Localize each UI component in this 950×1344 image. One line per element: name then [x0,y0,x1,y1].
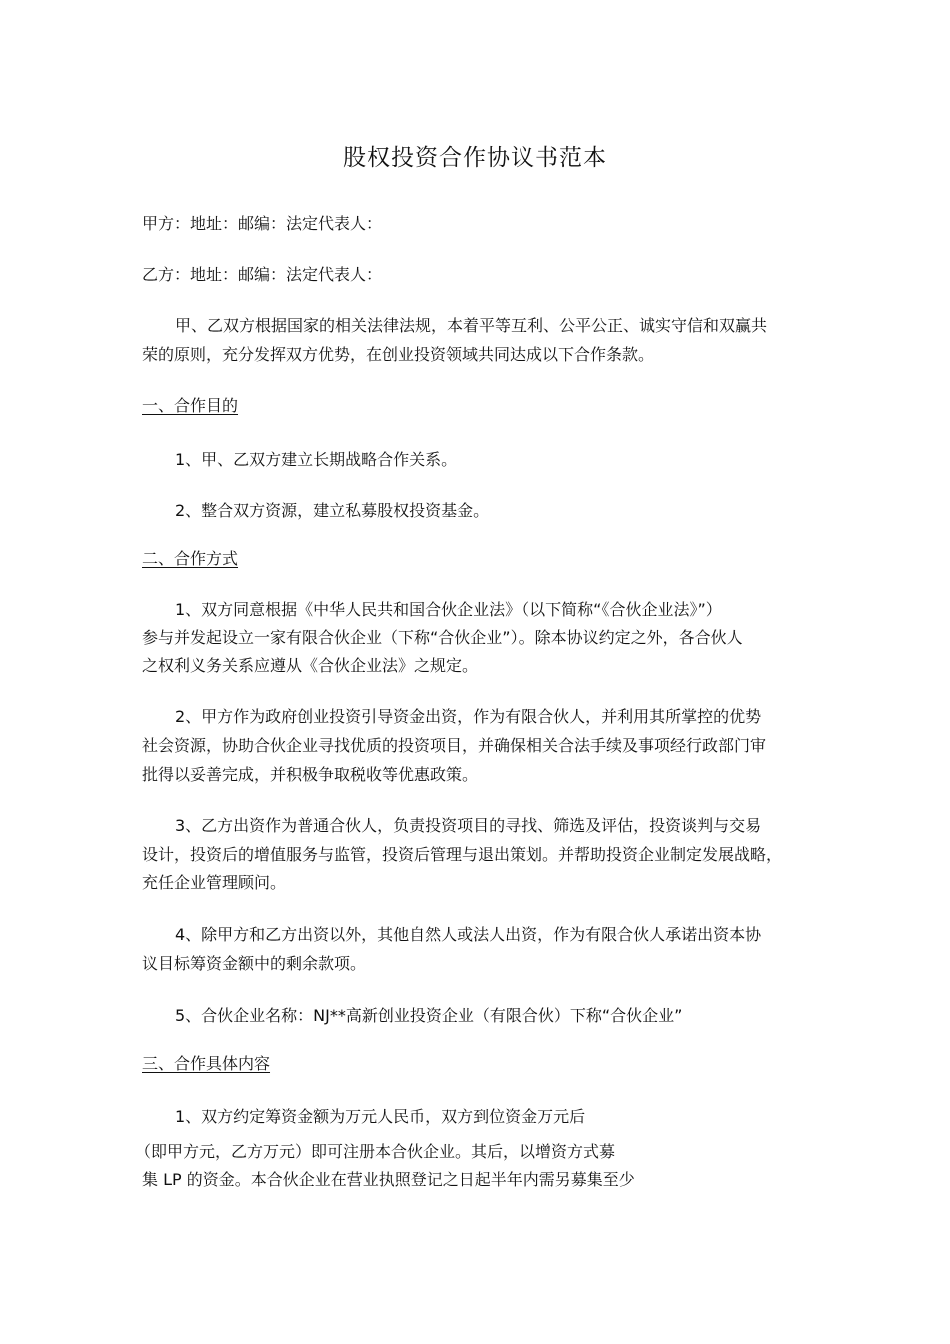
method-item-3-line-2: 设计，投资后的增值服务与监管，投资后管理与退出策划。并帮助投资企业制定发展战略， [142,845,783,864]
section-heading-method: 二、合作方式 [142,549,239,568]
purpose-item-1: 1、甲、乙双方建立长期战略合作关系。 [175,450,458,469]
method-item-1-line-3: 之权利义务关系应遵从《合伙企业法》之规定。 [142,656,479,675]
method-item-1-line-1: 1、双方同意根据《中华人民共和国合伙企业法》（以下简称“《合伙企业法》”） [175,600,722,619]
content-item-1-line-3: 集 LP 的资金。本合伙企业在营业执照登记之日起半年内需另募集至少 [142,1170,635,1189]
document-title: 股权投资合作协议书范本 [343,145,607,171]
method-item-4-line-1: 4、除甲方和乙方出资以外，其他自然人或法人出资，作为有限合伙人承诺出资本协 [175,925,762,944]
method-item-4-line-2: 议目标筹资金额中的剩余款项。 [142,954,367,973]
purpose-item-2: 2、整合双方资源，建立私募股权投资基金。 [175,501,490,520]
method-item-2-line-1: 2、甲方作为政府创业投资引导资金出资，作为有限合伙人，并利用其所掌控的优势 [175,707,762,726]
section-heading-content: 三、合作具体内容 [142,1054,271,1073]
intro-line-2: 荣的原则，充分发挥双方优势，在创业投资领域共同达成以下合作条款。 [142,345,655,364]
section-heading-purpose: 一、合作目的 [142,396,239,415]
content-item-1-line-1: 1、双方约定筹资金额为万元人民币，双方到位资金万元后 [175,1107,586,1126]
intro-line-1: 甲、乙双方根据国家的相关法律法规，本着平等互利、公平公正、诚实守信和双赢共 [175,316,768,335]
content-item-1-line-2: （即甲方元，乙方万元）即可注册本合伙企业。其后，以增资方式募 [135,1142,616,1161]
method-item-5: 5、合伙企业名称：NJ**高新创业投资企业（有限合伙）下称“合伙企业” [175,1006,683,1025]
party-b-line: 乙方：地址：邮编：法定代表人： [142,265,383,284]
party-a-line: 甲方：地址：邮编：法定代表人： [142,214,383,233]
method-item-1-line-2: 参与并发起设立一家有限合伙企业（下称“合伙企业”）。除本协议约定之外，各合伙人 [142,628,743,647]
method-item-2-line-3: 批得以妥善完成，并积极争取税收等优惠政策。 [142,765,479,784]
method-item-2-line-2: 社会资源，协助合伙企业寻找优质的投资项目，并确保相关合法手续及事项经行政部门审 [142,736,767,755]
method-item-3-line-3: 充任企业管理顾问。 [142,873,287,892]
method-item-3-line-1: 3、乙方出资作为普通合伙人，负责投资项目的寻找、筛选及评估，投资谈判与交易 [175,816,762,835]
